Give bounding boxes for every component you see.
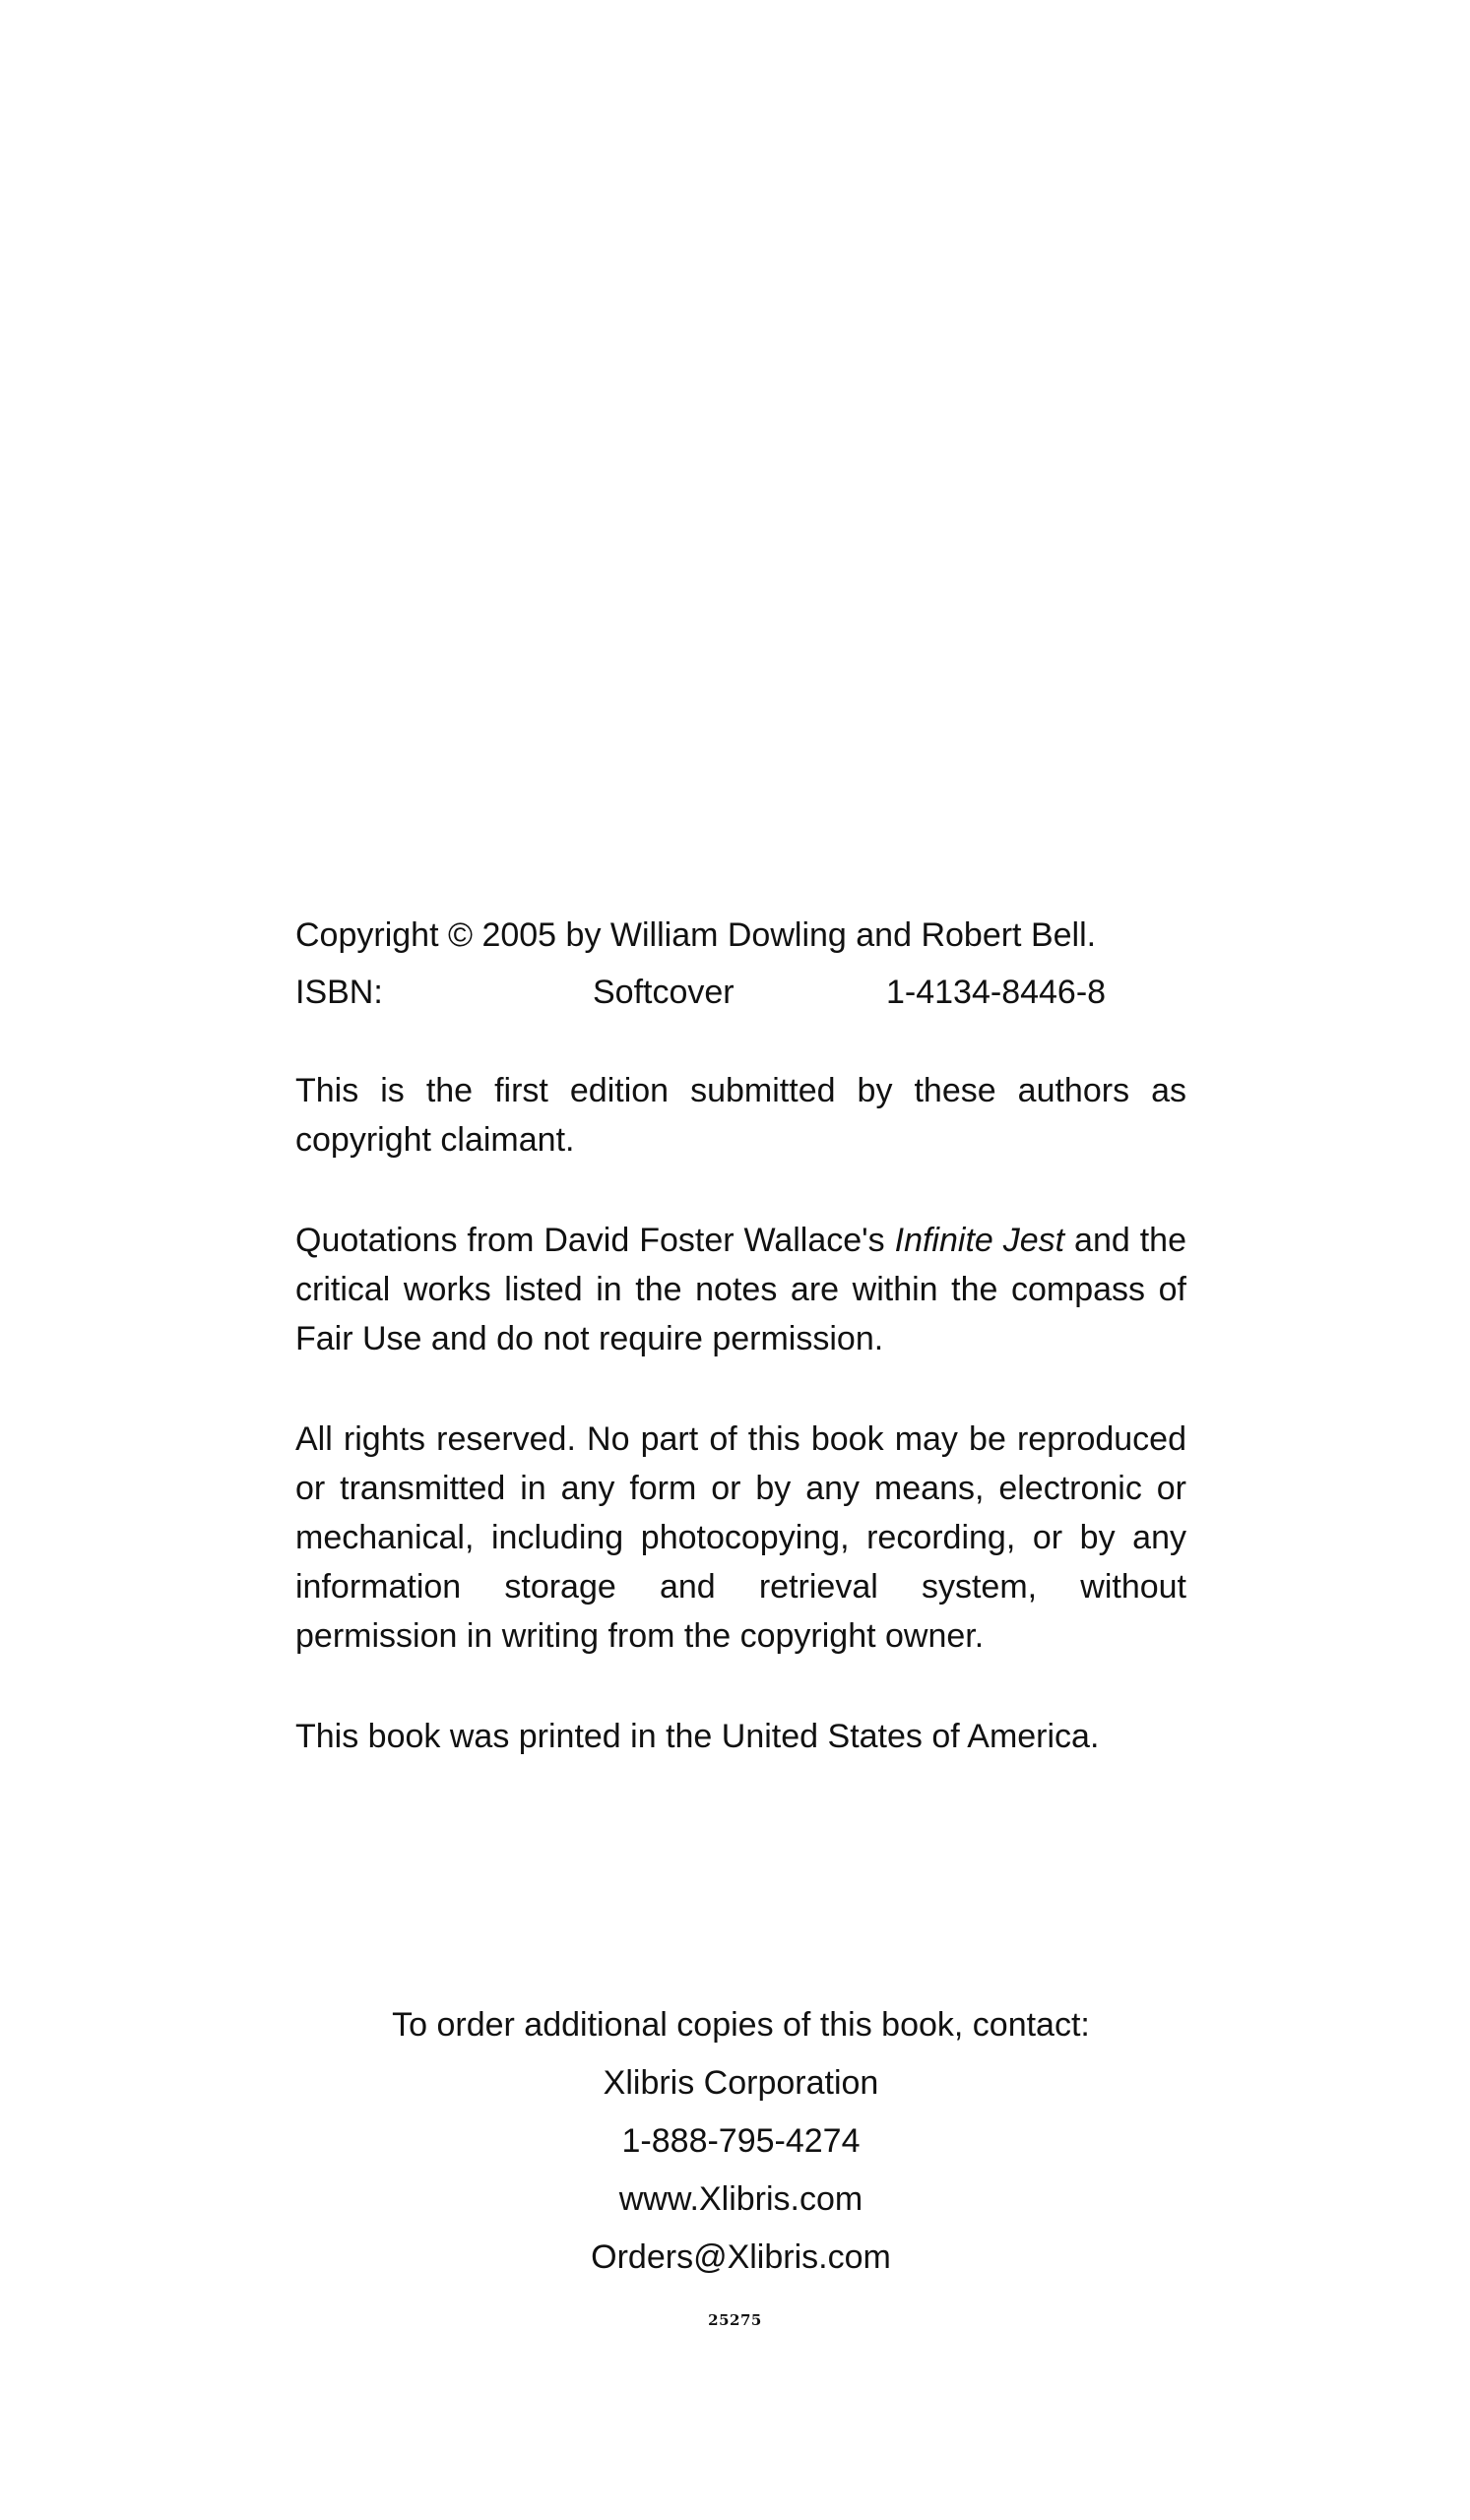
order-contact-block (295, 1996, 1186, 2287)
quotations-paragraph (295, 1216, 1186, 1363)
quotations-text-before: Quotations from David Foster Wallace's (295, 1222, 895, 1259)
order-intro: To order additional copies of this book, contact: (392, 2006, 1090, 2044)
isbn-number: 1-4134-8446-8 (886, 974, 1107, 1011)
order-email: Orders@Xlibris.com (591, 2238, 891, 2276)
quotations-text-after: and the critical works listed in the notes are within the compass of Fair Use and do not require permission. (295, 1222, 1186, 1357)
order-website: www.Xlibris.com (618, 2180, 863, 2218)
isbn-label: ISBN: (295, 974, 383, 1011)
first-edition-paragraph: This is the first edition submitted by these authors as copyright claimant. (295, 1072, 1186, 1159)
isbn-row (295, 968, 1186, 1017)
print-code: 25275 (708, 2311, 762, 2329)
isbn-format: Softcover (593, 974, 735, 1011)
rights-paragraph: All rights reserved. No part of this book may be reproduced or transmitted in any form or by any means, electronic or mechanical, including photocopying, recording, or by any information storage and retrieval system, without permission in writing from the copyright owner. (295, 1420, 1186, 1655)
book-title-italic: Infinite Jest (894, 1222, 1065, 1259)
order-company: Xlibris Corporation (603, 2064, 879, 2102)
copyright-block (295, 911, 1186, 1761)
copyright-line: Copyright © 2005 by William Dowling and Robert Bell. (295, 916, 1097, 954)
printed-paragraph: This book was printed in the United States of America. (295, 1718, 1100, 1755)
order-phone: 1-888-795-4274 (621, 2122, 861, 2160)
